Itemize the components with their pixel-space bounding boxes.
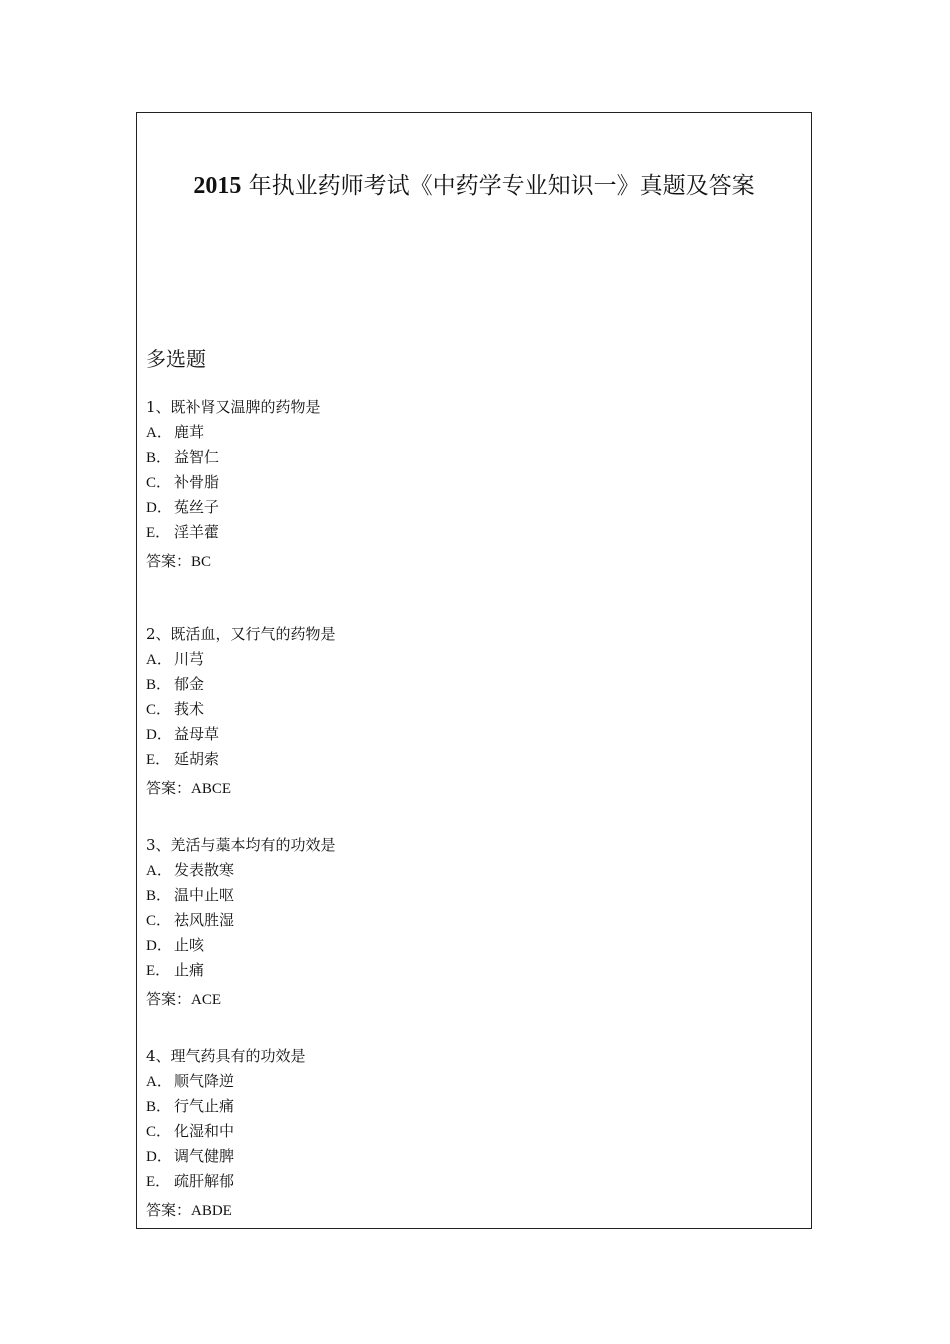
question-stem: 4、理气药具有的功效是	[146, 1047, 306, 1065]
option-a: A． 顺气降逆	[146, 1072, 235, 1090]
option-d: D． 止咳	[146, 936, 205, 954]
option-e: E． 疏肝解郁	[146, 1172, 235, 1190]
title-year: 2015	[193, 173, 242, 199]
option-e: E． 延胡索	[146, 750, 220, 768]
question-stem: 2、既活血，又行气的药物是	[146, 625, 336, 643]
answer-line: 答案：BC	[146, 552, 212, 570]
page-frame	[136, 112, 812, 1229]
option-c: C． 补骨脂	[146, 473, 220, 491]
page-title	[137, 171, 811, 201]
question-3	[146, 833, 786, 1012]
option-b: B． 益智仁	[146, 448, 220, 466]
question-stem: 3、羌活与藁本均有的功效是	[146, 836, 336, 854]
option-d: D． 菟丝子	[146, 498, 220, 516]
option-b: B． 温中止呕	[146, 886, 235, 904]
option-a: A． 鹿茸	[146, 423, 205, 441]
option-a: A． 发表散寒	[146, 861, 235, 879]
option-e: E． 淫羊藿	[146, 523, 220, 541]
option-b: B． 行气止痛	[146, 1097, 235, 1115]
option-c: C． 化湿和中	[146, 1122, 235, 1140]
option-a: A． 川芎	[146, 650, 205, 668]
option-c: C． 莪术	[146, 700, 205, 718]
title-text: 年执业药师考试《中药学专业知识一》真题及答案	[241, 173, 755, 199]
question-4	[146, 1044, 786, 1223]
question-1	[146, 395, 786, 574]
answer-line: 答案：ABCE	[146, 779, 232, 797]
answer-line: 答案：ACE	[146, 990, 222, 1008]
option-d: D． 益母草	[146, 725, 220, 743]
option-e: E． 止痛	[146, 961, 205, 979]
option-d: D． 调气健脾	[146, 1147, 235, 1165]
question-stem: 1、既补肾又温脾的药物是	[146, 398, 321, 416]
question-2	[146, 622, 786, 801]
option-c: C． 祛风胜湿	[146, 911, 235, 929]
option-b: B． 郁金	[146, 675, 205, 693]
answer-line: 答案：ABDE	[146, 1201, 232, 1219]
section-heading: 多选题	[146, 347, 206, 371]
